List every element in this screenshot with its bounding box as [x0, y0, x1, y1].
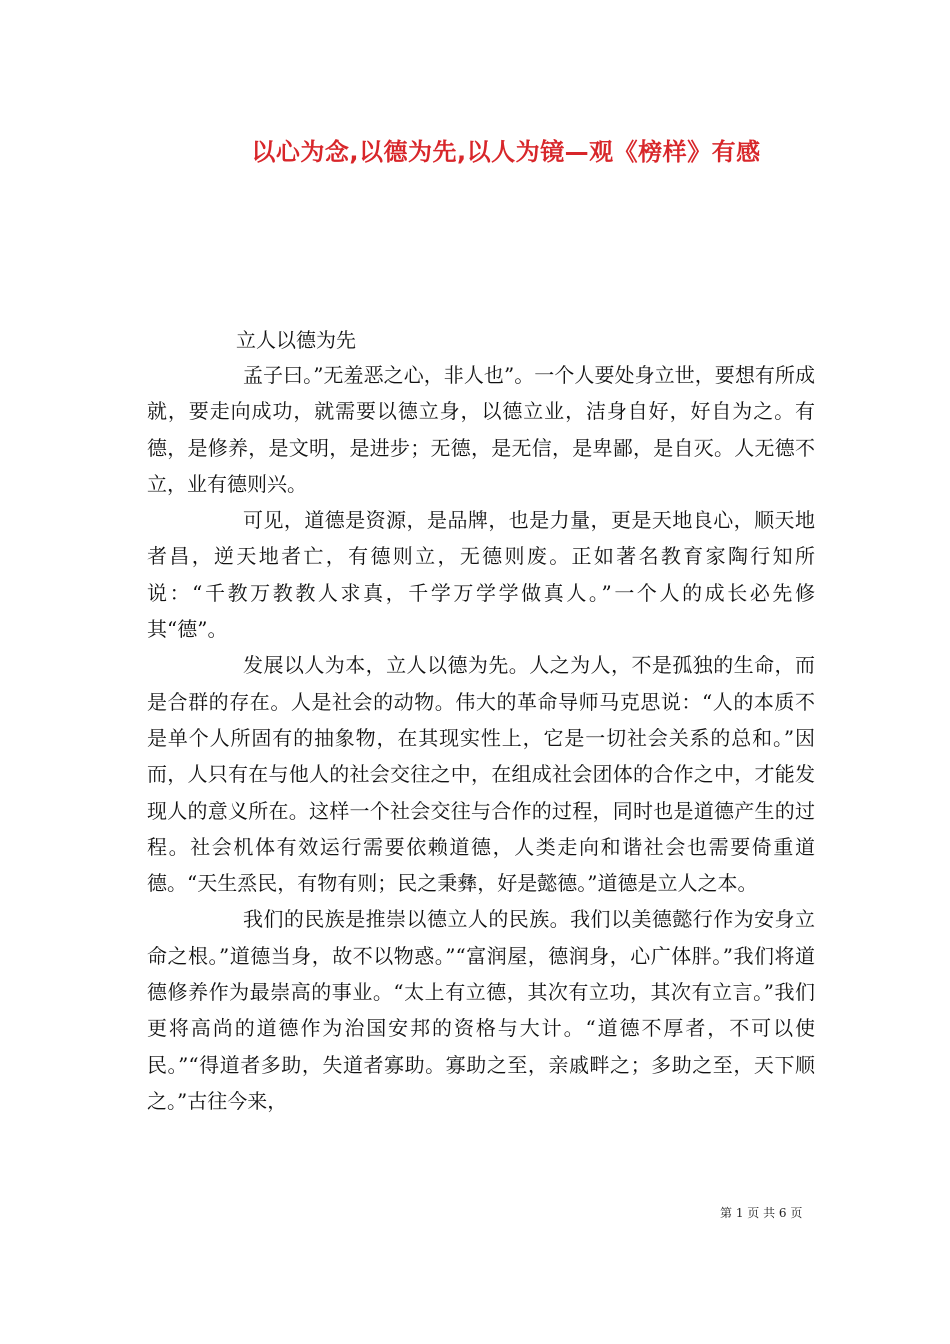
- paragraph: 孟子曰。”无羞恶之心，非人也”。一个人要处身立世，要想有所成就，要走向成功，就需要以德立身，以德立业，洁身自好，好自为之。有德，是修养，是文明，是进步；无德，是无信，是卑鄙，是自灭。人无德不立，业有德则兴。: [147, 363, 815, 496]
- section-heading: 立人以德为先: [236, 328, 356, 352]
- document-title: 以心为念,以德为先,以人为镜—观《榜样》有感: [251, 138, 761, 166]
- paragraph: 发展以人为本，立人以德为先。人之为人，不是孤独的生命，而是合群的存在。人是社会的动物。伟大的革命导师马克思说：“人的本质不是单个人所固有的抽象物，在其现实性上，它是一切社会关系的总和。”因而，人只有在与他人的社会交往之中，在组成社会团体的合作之中，才能发现人的意义所在。这样一个社会交往与合作的过程，同时也是道德产生的过程。社会机体有效运行需要依赖道德，人类走向和谐社会也需要倚重道德。“天生烝民，有物有则；民之秉彝，好是懿德。”道德是立人之本。: [147, 653, 815, 896]
- body-text: [147, 357, 815, 1119]
- paragraph: 可见，道德是资源，是品牌，也是力量，更是天地良心，顺天地者昌，逆天地者亡，有德则立，无德则废。正如著名教育家陶行知所说：“千教万教教人求真，千学万学学做真人。”一个人的成长必先修其“德”。: [147, 508, 815, 642]
- page-number-footer: 第 1 页 共 6 页: [720, 1206, 803, 1220]
- paragraph: 我们的民族是推崇以德立人的民族。我们以美德懿行作为安身立命之根。”道德当身，故不以物惑。”“富润屋，德润身，心广体胖。”我们将道德修养作为最崇高的事业。“太上有立德，其次有立功，其次有立言。”我们更将高尚的道德作为治国安邦的资格与大计。“道德不厚者，不可以使民。”“得道者多助，失道者寡助。寡助之至，亲戚畔之；多助之至，天下顺之。”古往今来，: [147, 907, 815, 1113]
